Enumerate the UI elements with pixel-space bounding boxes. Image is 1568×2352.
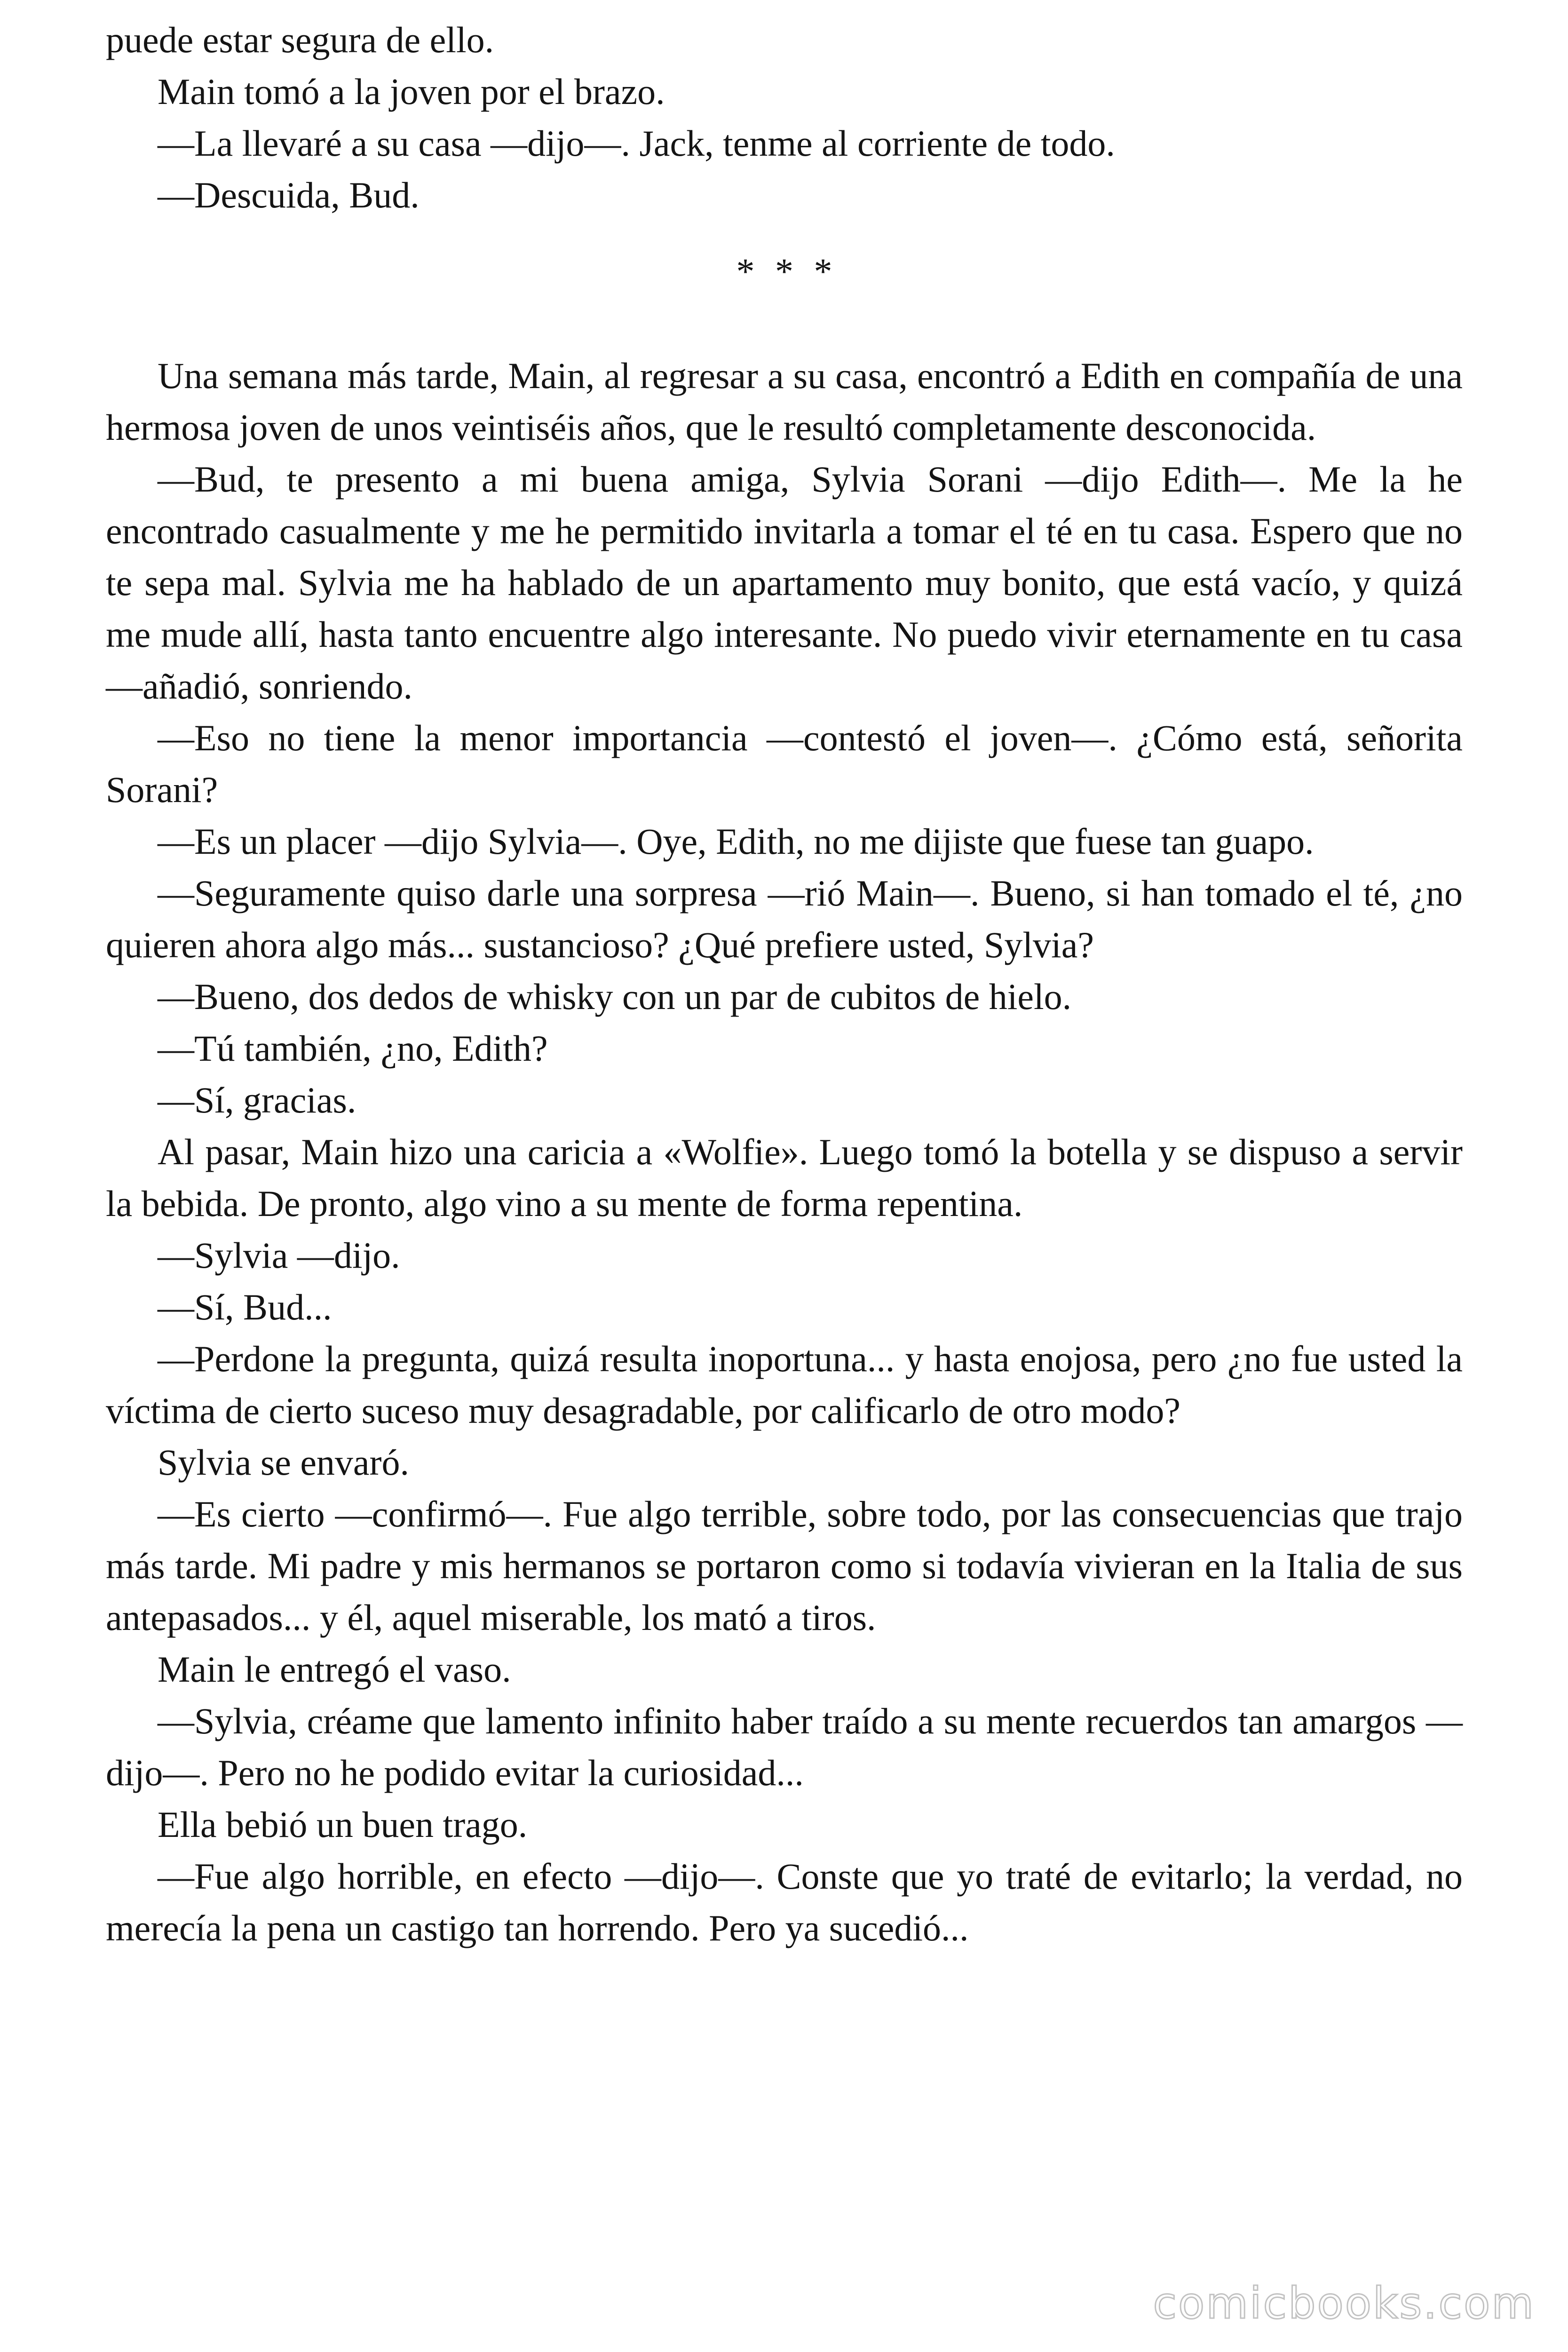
- paragraph: —Tú también, ¿no, Edith?: [158, 1028, 548, 1069]
- paragraph: —Sí, gracias.: [158, 1080, 356, 1120]
- paragraph: —Bueno, dos dedos de whisky con un par de cubitos de hielo.: [158, 976, 1072, 1017]
- page-text: [106, 14, 1463, 1954]
- paragraph: —Es un placer —dijo Sylvia—. Oye, Edith, no me dijiste que fuese tan guapo.: [158, 821, 1314, 862]
- continuation-paragraph: puede estar segura de ello.: [106, 19, 494, 60]
- paragraph: —Sí, Bud...: [158, 1287, 332, 1327]
- paragraph: —Seguramente quiso darle una sorpresa —rió Main—. Bueno, si han tomado el té, ¿no quieren ahora algo más... sustancioso? ¿Qué prefiere usted, Sylvia?: [106, 873, 1463, 965]
- paragraph: Una semana más tarde, Main, al regresar a su casa, encontró a Edith en compañía de una hermosa joven de unos veintiséis años, que le resultó completamente desconocida.: [106, 355, 1463, 448]
- section-one: [106, 66, 1463, 221]
- paragraph: —La llevaré a su casa —dijo—. Jack, tenme al corriente de todo.: [158, 123, 1115, 164]
- paragraph: —Descuida, Bud.: [158, 175, 420, 215]
- paragraph: —Perdone la pregunta, quizá resulta inoportuna... y hasta enojosa, pero ¿no fue usted la víctima de cierto suceso muy desagradable, por calificarlo de otro modo?: [106, 1338, 1463, 1431]
- paragraph: —Sylvia, créame que lamento infinito haber traído a su mente recuerdos tan amargos —dijo—. Pero no he podido evitar la curiosidad...: [106, 1700, 1463, 1793]
- scene-separator: * * *: [736, 251, 838, 292]
- paragraph: Main tomó a la joven por el brazo.: [158, 71, 665, 112]
- paragraph: Sylvia se envaró.: [158, 1442, 410, 1483]
- paragraph: Ella bebió un buen trago.: [158, 1804, 528, 1845]
- paragraph: Main le entregó el vaso.: [158, 1649, 511, 1690]
- paragraph: Al pasar, Main hizo una caricia a «Wolfie». Luego tomó la botella y se dispuso a servir la bebida. De pronto, algo vino a su mente de forma repentina.: [106, 1131, 1463, 1224]
- paragraph: —Eso no tiene la menor importancia —contestó el joven—. ¿Cómo está, señorita Sorani?: [106, 717, 1463, 810]
- paragraph: —Es cierto —confirmó—. Fue algo terrible, sobre todo, por las consecuencias que trajo más tarde. Mi padre y mis hermanos se portaron como si todavía vivieran en la Italia de sus antepasados... y él, aquel miserable, los mató a tiros.: [106, 1494, 1463, 1638]
- paragraph: —Fue algo horrible, en efecto —dijo—. Conste que yo traté de evitarlo; la verdad, no merecía la pena un castigo tan horrendo. Pero ya sucedió...: [106, 1856, 1463, 1948]
- paragraph: —Sylvia —dijo.: [158, 1235, 400, 1276]
- paragraph: —Bud, te presento a mi buena amiga, Sylvia Sorani —dijo Edith—. Me la he encontrado casualmente y me he permitido invitarla a tomar el té en tu casa. Espero que no te sepa mal. Sylvia me ha hablado de un apartamento muy bonito, que está vacío, y quizá me mude allí, hasta tanto encuentre algo interesante. No puedo vivir eternamente en tu casa —añadió, sonriendo.: [106, 459, 1463, 707]
- watermark: comicbooks.com: [1153, 2278, 1535, 2328]
- section-two: [106, 350, 1463, 1954]
